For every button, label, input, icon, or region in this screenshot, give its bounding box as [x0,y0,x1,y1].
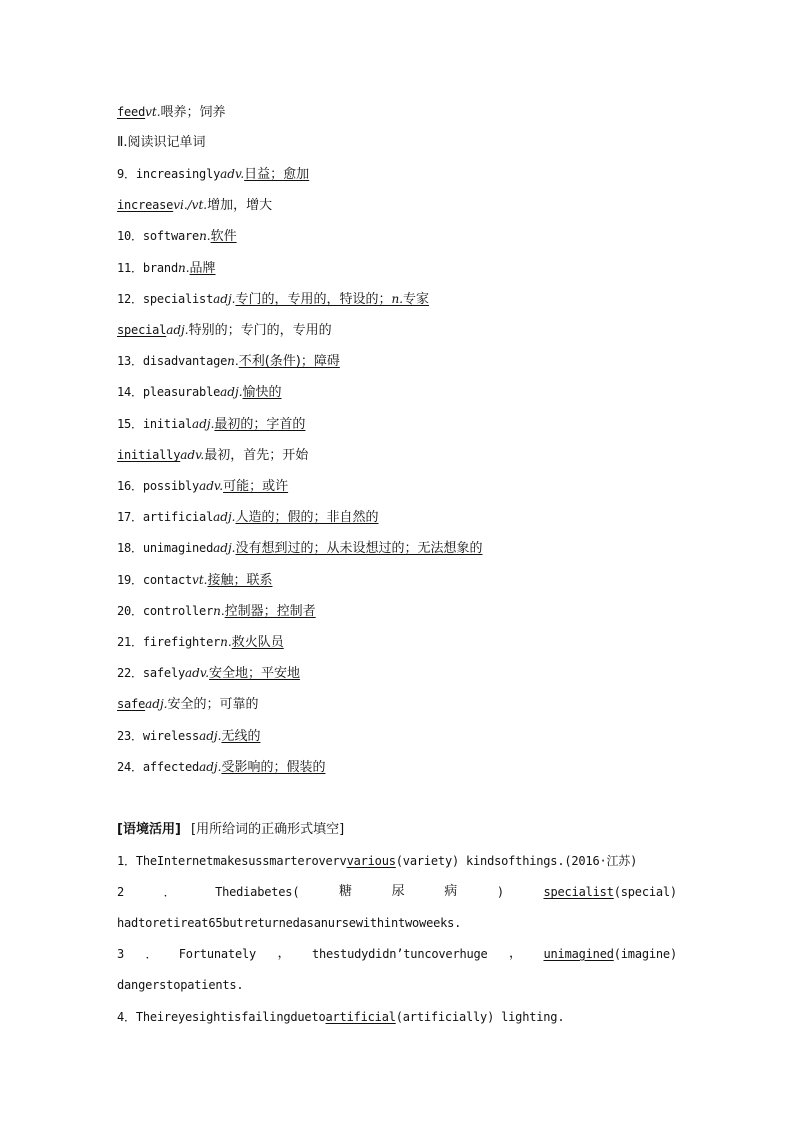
vocab-number: 15． [117,417,143,431]
vocab-meaning: 接触；联系 [207,573,273,588]
vocab-word: specialist [142,292,214,306]
vocab-meaning: 安全的；可靠的 [167,697,259,712]
vocab-derived-entry [117,695,259,713]
vocab-meaning: 人造的；假的；非自然的 [235,510,379,525]
vocab-number: 23． [117,729,143,743]
vocab-entry [117,633,284,651]
part-of-speech: adj. [213,510,236,524]
part-of-speech: n. [177,261,190,275]
question-gloss-char: 糖 [338,884,352,899]
vocab-word: disadvantage [142,354,228,368]
question-1 [117,852,637,870]
vocab-meaning: 愉快的 [242,385,282,400]
vocab-number: 13． [117,354,143,368]
answer-blank: artificial [325,1010,396,1024]
part-of-speech: adj. [213,541,236,555]
part-of-speech: adj. [220,385,243,399]
vocab-meaning: 日益；愈加 [244,167,310,182]
vocab-number: 14． [117,385,143,399]
question-hint: (special) [613,885,677,899]
vocab-word: wireless [142,729,200,743]
question-4 [117,1008,564,1026]
part-of-speech-2: n. [391,292,404,306]
vocab-meaning: 最初的；字首的 [214,417,306,432]
question-gloss-char: 病 [444,884,458,899]
vocab-meaning: 增加，增大 [207,198,273,213]
vocab-word: safe [117,697,146,711]
part-of-speech: adj. [166,323,189,337]
vocab-word: affected [142,760,200,774]
part-of-speech: adj. [199,729,222,743]
vocab-number: 24． [117,760,143,774]
vocab-entry [117,727,260,745]
vocab-meaning: 专门的，专用的，特设的； [235,292,392,307]
vocab-meaning: 可能；或许 [223,479,289,494]
question-comma: ， [277,946,291,961]
vocab-entry [117,664,300,682]
vocab-entry-feed [117,103,226,121]
vocab-meaning: 最初，首先；开始 [204,448,309,463]
part-of-speech: adj. [192,417,215,431]
vocab-word: increase [117,198,174,212]
context-heading [117,821,344,839]
question-comma: ， [509,946,523,961]
question-dot: ． [145,947,158,961]
vocab-number: 16． [117,479,143,493]
question-dot: ． [163,885,176,899]
vocab-word: initial [142,417,193,431]
context-tag: [语境活用] [117,822,181,837]
vocab-number: 11． [117,261,143,275]
vocab-meaning: 救火队员 [231,635,284,650]
question-number: 1． [117,854,136,868]
vocab-number: 12． [117,292,143,306]
question-number: 4． [117,1010,136,1024]
vocab-number: 10． [117,229,143,243]
vocab-entry [117,165,309,183]
vocab-entry [117,227,237,245]
vocab-word: brand [142,261,178,275]
vocab-word: contact [142,573,193,587]
vocab-word: increasingly [135,167,221,181]
part-of-speech: adv. [180,448,205,462]
part-of-speech: n. [220,635,232,649]
vocab-word: special [117,323,167,337]
vocab-number: 9． [117,167,136,181]
vocab-derived-entry [117,446,308,464]
part-of-speech: n. [213,604,225,618]
vocab-word: software [142,229,200,243]
part-of-speech: adj. [199,760,222,774]
question-number: 3 [117,947,125,961]
vocab-meaning: 无线的 [221,729,261,744]
section-heading: Ⅱ.阅读识记单词 [117,135,206,150]
question-text: Fortunately [178,947,257,961]
question-2 [117,883,677,901]
vocab-entry [117,290,429,308]
vocab-entry [117,477,288,495]
vocab-number: 20． [117,604,143,618]
answer-blank: specialist [543,885,614,899]
part-of-speech: n. [227,354,239,368]
question-number: 2 [117,885,125,899]
part-of-speech: vt. [145,105,161,119]
vocab-word: feed [117,105,146,119]
vocab-number: 22． [117,666,143,680]
context-instruction: [用所给词的正确形式填空] [191,822,345,837]
vocab-derived-entry [117,196,272,214]
vocab-word: controller [142,604,214,618]
part-of-speech: vi./vt. [173,198,208,212]
vocab-derived-entry [117,321,332,339]
vocab-meaning: 受影响的；假装的 [221,760,326,775]
vocab-entry [117,508,379,526]
vocab-meaning: 没有想到过的；从未设想过的；无法想象的 [235,541,483,556]
vocab-entry [117,539,483,557]
vocab-entry [117,383,282,401]
vocab-meaning: 控制器；控制者 [224,604,316,619]
question-text: ) [496,885,504,899]
vocab-word: unimagined [142,541,214,555]
vocab-meaning: 喂养；饲养 [160,105,226,120]
vocab-meaning: 特别的；专门的，专用的 [188,323,332,338]
question-text: Thediabetes( [215,885,300,899]
vocab-entry [117,352,340,370]
vocab-word: initially [117,448,181,462]
part-of-speech: n. [199,229,211,243]
question-3-continued: dangerstopatients. [117,978,244,992]
question-gloss-char: 尿 [391,884,405,899]
part-of-speech: adj. [145,697,168,711]
vocab-meaning: 不利(条件)；障碍 [238,354,340,369]
question-2-continued: hadtoretireat65butreturnedasanursewithintwoweeks. [117,916,462,930]
vocab-entry [117,602,316,620]
question-3 [117,945,677,963]
vocab-word: artificial [142,510,214,524]
vocab-word: firefighter [142,635,221,649]
question-text: Theireyesightisfailingdueto [135,1010,326,1024]
vocab-entry [117,571,272,589]
vocab-meaning: 安全地；平安地 [209,666,301,681]
part-of-speech: adv. [220,167,245,181]
vocab-number: 18． [117,541,143,555]
answer-blank: various [346,854,396,868]
question-hint: (artificially) lighting. [395,1010,565,1024]
vocab-meaning: 软件 [210,229,237,244]
vocab-meaning-2: 专家 [403,292,430,307]
part-of-speech: adj. [213,292,236,306]
vocab-entry [117,758,325,776]
vocab-word: possibly [142,479,200,493]
vocab-number: 17． [117,510,143,524]
answer-blank: unimagined [543,947,614,961]
question-hint: (imagine) [613,947,677,961]
vocab-word: safely [142,666,186,680]
part-of-speech: vt. [192,573,208,587]
vocab-number: 21． [117,635,143,649]
vocab-word: pleasurable [142,385,221,399]
question-hint: (variety) kindsofthings.(2016·江苏) [395,854,638,868]
part-of-speech: adv. [199,479,224,493]
vocab-entry [117,259,216,277]
vocab-entry [117,415,305,433]
vocab-number: 19． [117,573,143,587]
part-of-speech: adv. [185,666,210,680]
vocab-meaning: 品牌 [189,261,216,276]
question-text: thestudydidn’tuncoverhuge [311,947,488,961]
question-text: TheInternetmakesussmarteroverv [135,854,347,868]
